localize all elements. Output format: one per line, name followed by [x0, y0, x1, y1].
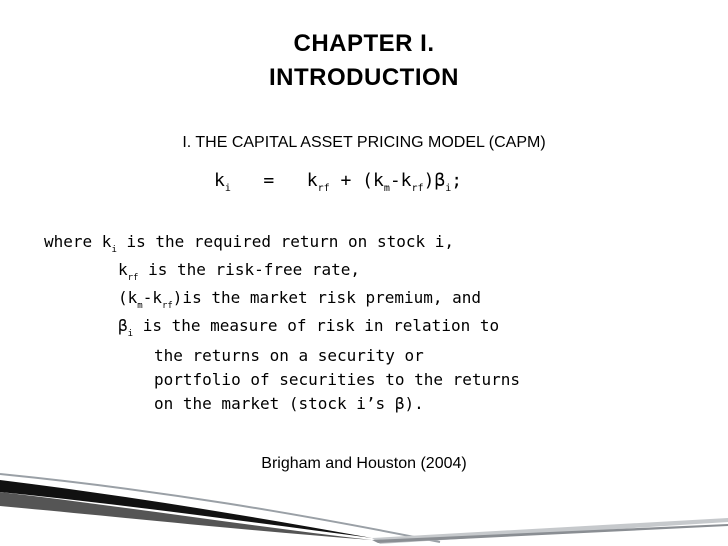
formula-subscript: rf	[317, 183, 330, 194]
formula-subscript: i	[445, 183, 452, 194]
formula-term: ;	[451, 170, 463, 191]
definition-line: the returns on a security or	[154, 346, 424, 365]
definition-line: on the market (stock i’s β).	[154, 394, 424, 413]
line-text: is the measure of risk in relation to	[133, 316, 500, 335]
citation: Brigham and Houston (2004)	[261, 455, 467, 472]
capm-formula	[214, 170, 462, 194]
formula-subscript: rf	[411, 183, 424, 194]
line-subscript: i	[127, 329, 134, 339]
line-text: )is the market risk premium, and	[172, 288, 482, 307]
formula-subscript: i	[224, 183, 231, 194]
definition-line	[118, 288, 481, 311]
line-text: -k	[142, 288, 162, 307]
formula-subscript: m	[383, 183, 390, 194]
line-subscript: i	[111, 245, 117, 255]
decorative-swoosh	[0, 470, 728, 546]
line-subscript: rf	[161, 301, 173, 311]
definition-line: portfolio of securities to the returns	[154, 370, 521, 389]
definition-line	[44, 232, 454, 255]
line-subscript: rf	[127, 273, 139, 283]
line-text: is the required return on stock i,	[116, 232, 455, 251]
formula-term: k	[214, 170, 225, 191]
section-heading: I. THE CAPITAL ASSET PRICING MODEL (CAPM)	[182, 134, 546, 151]
formula-term: + (k	[329, 170, 384, 191]
line-subscript: m	[137, 301, 143, 311]
slide-title-line-1: CHAPTER I.	[293, 30, 435, 57]
formula-term: k	[306, 170, 318, 191]
formula-term: )β	[423, 170, 446, 191]
slide-title-line-2: INTRODUCTION	[269, 64, 459, 91]
definition-line	[118, 260, 360, 283]
line-text: where k	[44, 232, 112, 251]
formula-term: -k	[389, 170, 412, 191]
formula-equals: =	[230, 170, 307, 191]
line-text: k	[118, 260, 128, 279]
line-text: is the risk-free rate,	[138, 260, 361, 279]
line-text: β	[118, 316, 128, 335]
definition-line	[118, 316, 499, 339]
line-text: (k	[118, 288, 138, 307]
